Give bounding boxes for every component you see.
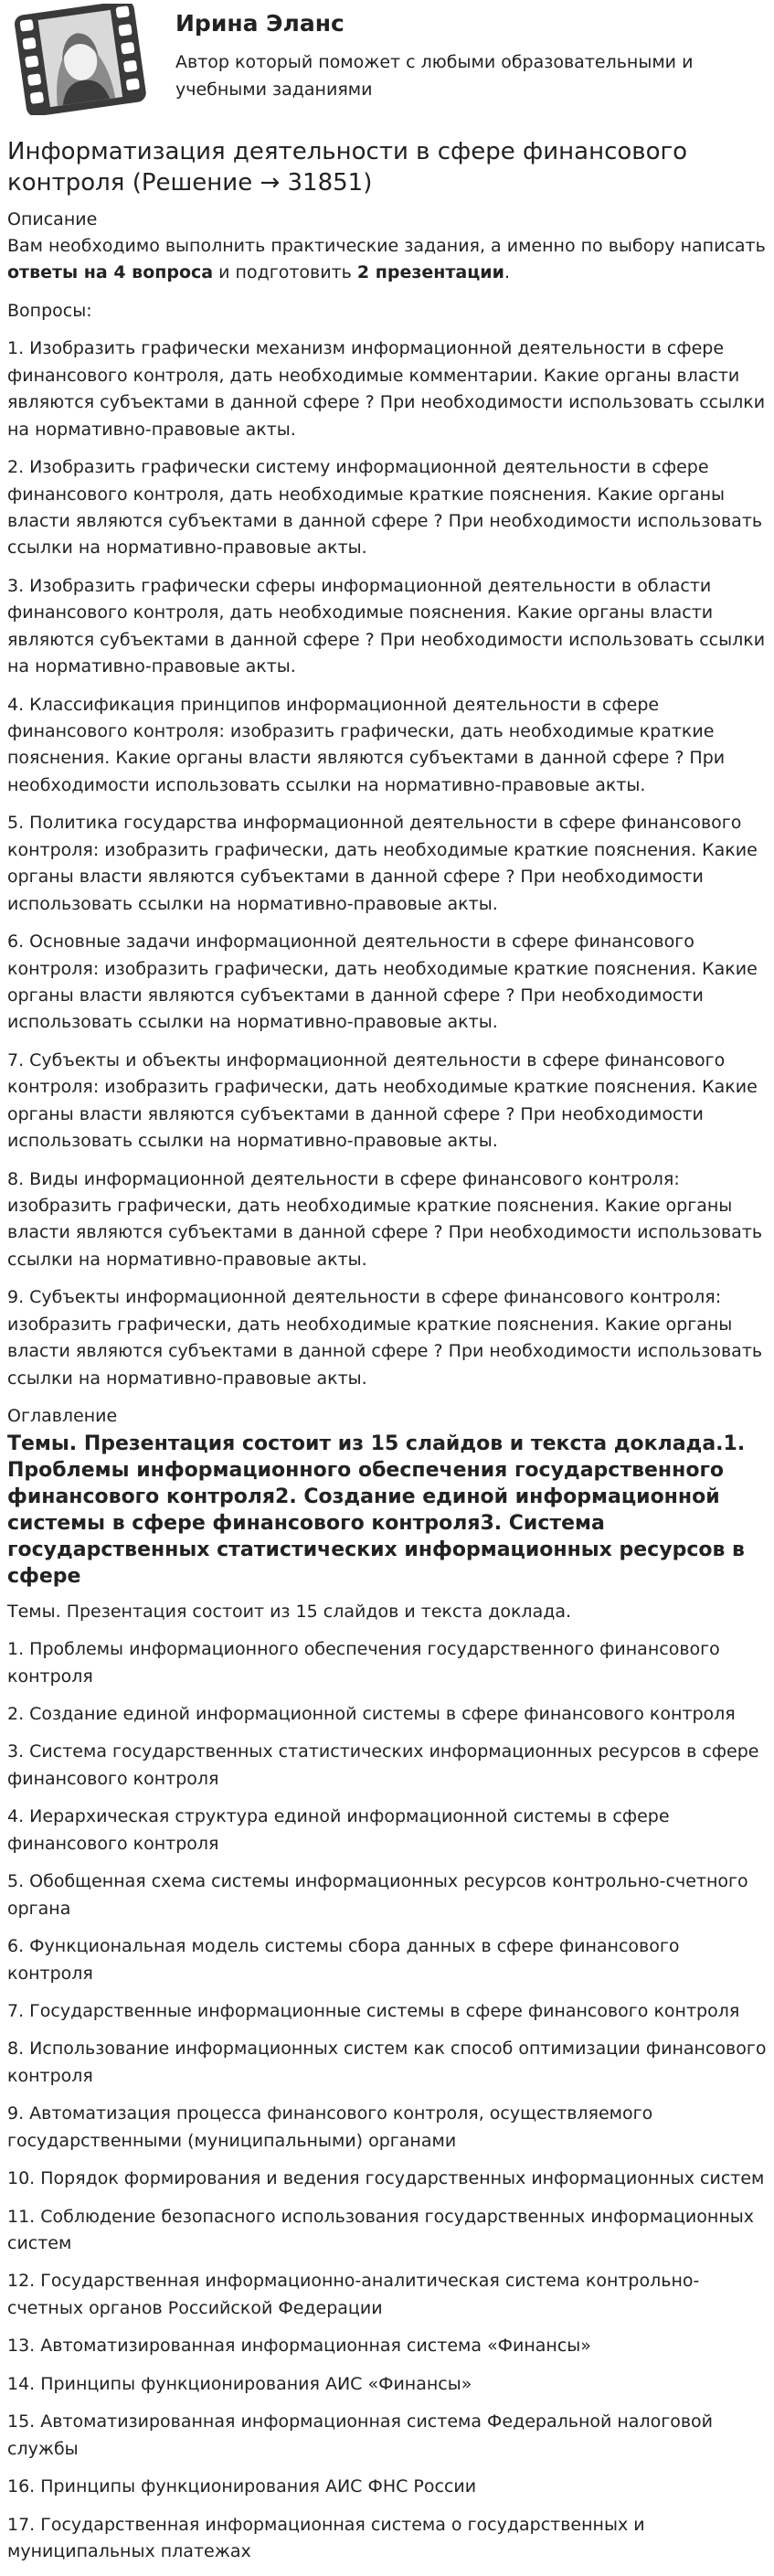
question-item: 1. Изобразить графически механизм информационной деятельности в сфере финансового контроля, дать необходимые комментарии. Какие органы власти являются субъектами в данной сфере ? При необходимости использовать ссылки на нормативно-правовые акты.	[7, 338, 766, 440]
question-item: 3. Изобразить графически сферы информационной деятельности в области финансового контроля, дать необходимые пояснения. Какие органы власти являются субъектами в данной сфере ? При необходимости использовать ссылки на нормативно-правовые акты.	[7, 575, 766, 677]
toc-item: 14. Принципы функционирования АИС «Финансы»	[7, 2373, 472, 2394]
toc-item: 11. Соблюдение безопасного использования государственных информационных систем	[7, 2206, 754, 2254]
toc-item: 5. Обобщенная схема системы информационных ресурсов контрольно-счетного органа	[7, 1871, 748, 1919]
toc-item: 17. Государственная информационная система о государственных и муниципальных платежах	[7, 2514, 645, 2561]
question-item: 9. Субъекты информационной деятельности в сфере финансового контроля: изобразить графически, дать необходимые краткие пояснения. Какие органы власти являются субъектами в данной сфере ? При необходимости использовать ссылки на нормативно-правовые акты.	[7, 1287, 763, 1389]
author-name[interactable]: Ирина Эланс	[175, 10, 345, 37]
description-bold-answers: ответы на 4 вопроса	[7, 262, 214, 283]
toc-item: 1. Проблемы информационного обеспечения государственного финансового контроля	[7, 1639, 720, 1687]
toc-item: 15. Автоматизированная информационная система Федеральной налоговой службы	[7, 2411, 713, 2459]
toc-item: 13. Автоматизированная информационная система «Финансы»	[7, 2336, 591, 2357]
question-item: 7. Субъекты и объекты информационной деятельности в сфере финансового контроля: изобразить графически, дать необходимые краткие пояснения. Какие органы власти являются субъектами в данной сфере ? При необходимости использовать ссылки на нормативно-правовые акты.	[7, 1049, 758, 1152]
page-title: Информатизация деятельности в сфере финансового контроля (Решение → 31851)	[7, 138, 688, 197]
toc-heading: Темы. Презентация состоит из 15 слайдов и текста доклада.1. Проблемы информационного обеспечения государственного финансового контроля2. Создание единой информационной системы в сфере финансового контроля3. Система государственных статистических информационных ресурсов в сфере	[7, 1432, 746, 1588]
description-text	[7, 233, 767, 287]
toc-item: 2. Создание единой информационной системы в сфере финансового контроля	[7, 1704, 736, 1725]
toc-item: 12. Государственная информационно-аналитическая система контрольно-счетных органов Российской Федерации	[7, 2271, 700, 2318]
author-card	[7, 0, 767, 122]
toc-intro: Темы. Презентация состоит из 15 слайдов и текста доклада.	[7, 1601, 572, 1622]
toc-label: Оглавление	[7, 1406, 118, 1427]
toc-item: 10. Порядок формирования и ведения государственных информационных систем	[7, 2168, 765, 2189]
question-item: 6. Основные задачи информационной деятельности в сфере финансового контроля: изобразить графически, дать необходимые краткие пояснения. Какие органы власти являются субъектами в данной сфере ? При необходимости использовать ссылки на нормативно-правовые акты.	[7, 931, 758, 1033]
author-description: Автор который поможет с любыми образовательными и учебными заданиями	[175, 51, 694, 100]
toc-item: 3. Система государственных статистических информационных ресурсов в сфере финансового контроля	[7, 1741, 759, 1789]
toc-item: 16. Принципы функционирования АИС ФНС России	[7, 2476, 477, 2497]
question-item: 8. Виды информационной деятельности в сфере финансового контроля: изобразить графически, дать необходимые краткие пояснения. Какие органы власти являются субъектами в данной сфере ? При необходимости использовать ссылки на нормативно-правовые акты.	[7, 1168, 763, 1270]
question-item: 5. Политика государства информационной деятельности в сфере финансового контроля: изобразить графически, дать необходимые краткие пояснения. Какие органы власти являются субъектами в данной сфере ? При необходимости использовать ссылки на нормативно-правовые акты.	[7, 813, 758, 914]
description-part-1: Вам необходимо выполнить практические задания, а именно по выбору написать	[7, 236, 766, 257]
avatar-film-frame-icon	[7, 4, 154, 115]
toc-item: 8. Использование информационных систем как способ оптимизации финансового контроля	[7, 2038, 767, 2086]
question-item: 2. Изобразить графически систему информационной деятельности в сфере финансового контроля, дать необходимые краткие пояснения. Какие органы власти являются субъектами в данной сфере ? При необходимости использовать ссылки на нормативно-правовые акты.	[7, 457, 763, 559]
description-part-2: и подготовить	[213, 262, 357, 283]
description-part-3: .	[504, 262, 510, 283]
avatar[interactable]	[7, 4, 154, 115]
description-label: Описание	[7, 208, 98, 229]
toc-item: 9. Автоматизация процесса финансового контроля, осуществляемого государственными (муниципальными) органами	[7, 2103, 653, 2151]
toc-item: 6. Функциональная модель системы сбора данных в сфере финансового контроля	[7, 1936, 680, 1984]
toc-item: 4. Иерархическая структура единой информационной системы в сфере финансового контроля	[7, 1806, 670, 1854]
question-item: 4. Классификация принципов информационной деятельности в сфере финансового контроля: изобразить графически, дать необходимые краткие пояснения. Какие органы власти являются субъектами в данной сфере ? При необходимости использовать ссылки на нормативно-правовые акты.	[7, 694, 726, 795]
questions-label: Вопросы:	[7, 300, 92, 321]
toc-item: 7. Государственные информационные системы в сфере финансового контроля	[7, 2000, 740, 2021]
description-bold-presentations: 2 презентации	[356, 262, 504, 283]
